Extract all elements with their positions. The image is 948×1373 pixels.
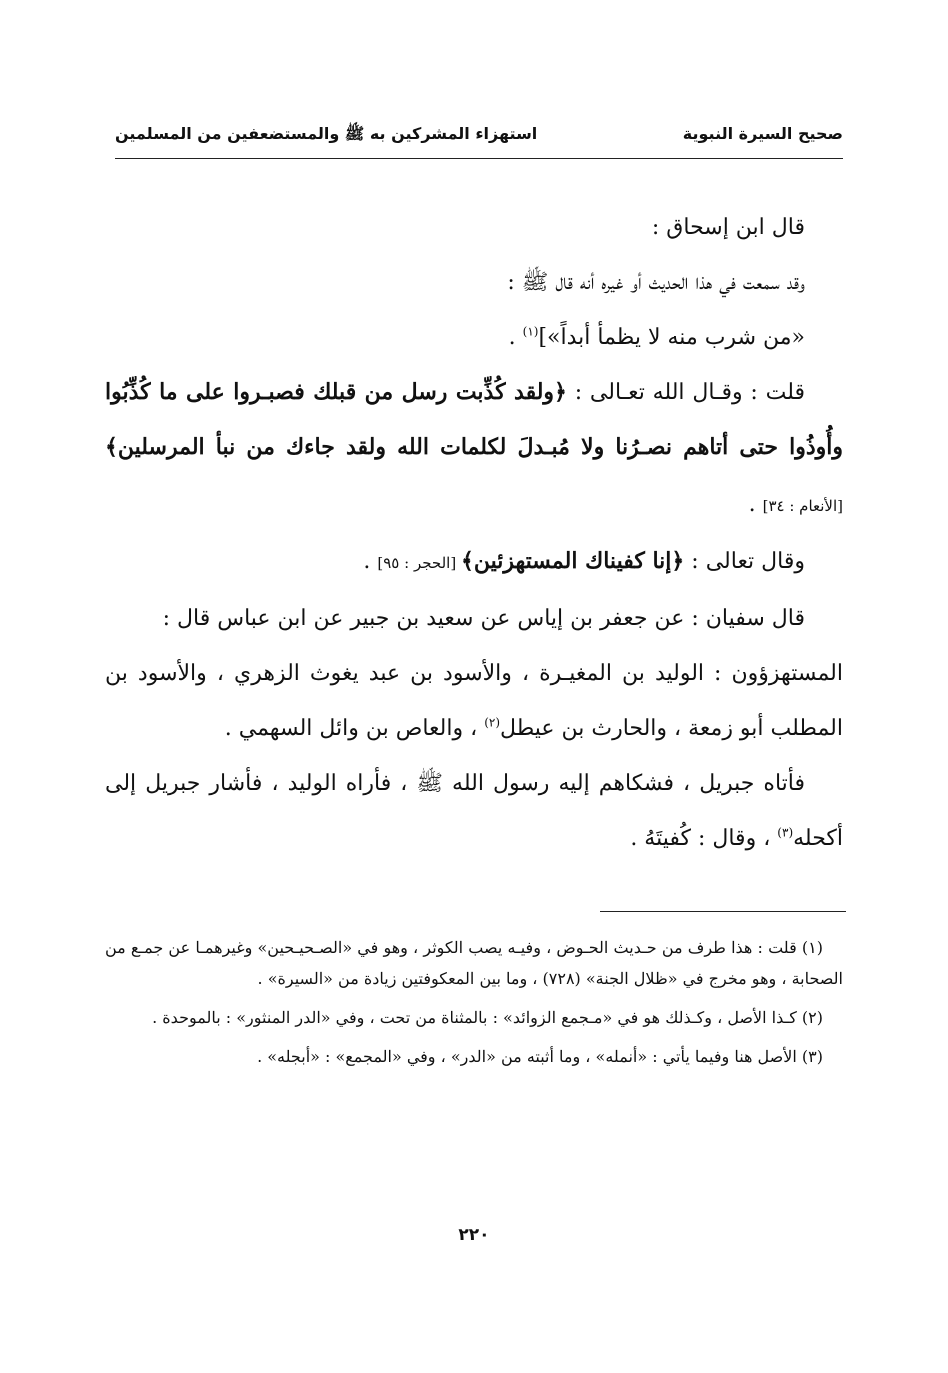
book-title: صحيح السيرة النبوية <box>682 124 843 143</box>
quran-verse-hijr: ﴿إنا كفيناك المستهزئين﴾ <box>460 548 685 574</box>
page-number: ٢٢٠ <box>458 1225 490 1245</box>
main-text <box>105 200 843 866</box>
footnote-marker-3: (٣) <box>777 825 794 840</box>
paragraph-7-end: ، والعاص بن وائل السهمي . <box>224 716 485 741</box>
footnote-marker-2: (٢) <box>484 715 501 730</box>
quran-verse-anam: ﴿ولقد كُذِّبت رسل من قبلك فصبـروا على ما كُذِّبُوا وأُوذُوا حتى أتاهم نصـرُنا ولا مُبـدلَ لكلمات الله ولقد جاءك من نبأ المرسلين﴾ <box>105 379 843 460</box>
paragraph-4 <box>105 365 843 534</box>
running-header <box>115 118 843 159</box>
paragraph-4-end: . <box>748 492 763 517</box>
paragraph-2: وقد سمعت في هذا الحديث أو غيره أنه قال ﷺ : <box>507 270 805 295</box>
paragraph-4-lead: قلت : وقـال الله تعـالى : <box>566 380 805 405</box>
verse-reference-anam: [الأنعام : ٣٤] <box>762 497 843 515</box>
footnote-marker-1: (١) <box>522 324 539 339</box>
hadith-quote: «من شرب منه لا يظمأ أبداً»] <box>538 325 805 350</box>
paragraph-8-text: فأتاه جبريل ، فشكاهم إليه رسول الله ﷺ ، فأراه الوليد ، فأشار جبريل إلى أكحله <box>105 771 843 851</box>
paragraph-8-end: ، وقال : كُفيتَهُ . <box>630 826 778 851</box>
footnote-3: (٣) الأصل هنا وفيما يأتي : «أنمله» ، وما أثبته من «الدر» ، وفي «المجمع» : «أبجله» . <box>257 1047 823 1066</box>
verse-reference-hijr: [الحجر : ٩٥] <box>377 554 461 572</box>
footnote-1: (١) قلت : هذا طرف من حـديث الحـوض ، وفيـه يصب الكوثر ، وهو في «الصـحيـحين» وغيرهمـا عن جمـع من الصحابة ، وهو مخرج في «ظلال الجنة» (٧٢٨) ، وما بين المعكوفتين زيادة من «السيرة» . <box>105 938 843 988</box>
paragraph-7-text: المستهزؤون : الوليد بن المغيـرة ، والأسود بن عبد يغوث الزهري ، والأسود بن المطلب أبو زمعة ، والحارث بن عيطل <box>105 661 843 741</box>
paragraph-6: قال سفيان : عن جعفر بن إياس عن سعيد بن جبير عن ابن عباس قال : <box>162 606 805 631</box>
paragraph-7 <box>105 646 843 756</box>
paragraph-3 <box>105 310 843 365</box>
paragraph-1: قال ابن إسحاق : <box>651 215 805 240</box>
paragraph-3-end: . <box>508 325 523 350</box>
footnotes <box>105 932 843 1080</box>
paragraph-5-lead: وقال تعالى : <box>684 549 805 574</box>
chapter-title: استهزاء المشركين به ﷺ والمستضعفين من المسلمين <box>115 124 538 143</box>
paragraph-8 <box>105 756 843 866</box>
paragraph-5-end: . <box>363 549 378 574</box>
footnote-2: (٢) كـذا الأصل ، وكـذلك هو في «مـجمع الزوائد» : بالمثناة من تحت ، وفي «الدر المنثور» : بالموحدة . <box>152 1008 823 1027</box>
footnote-divider <box>600 911 846 912</box>
paragraph-5 <box>105 534 843 591</box>
